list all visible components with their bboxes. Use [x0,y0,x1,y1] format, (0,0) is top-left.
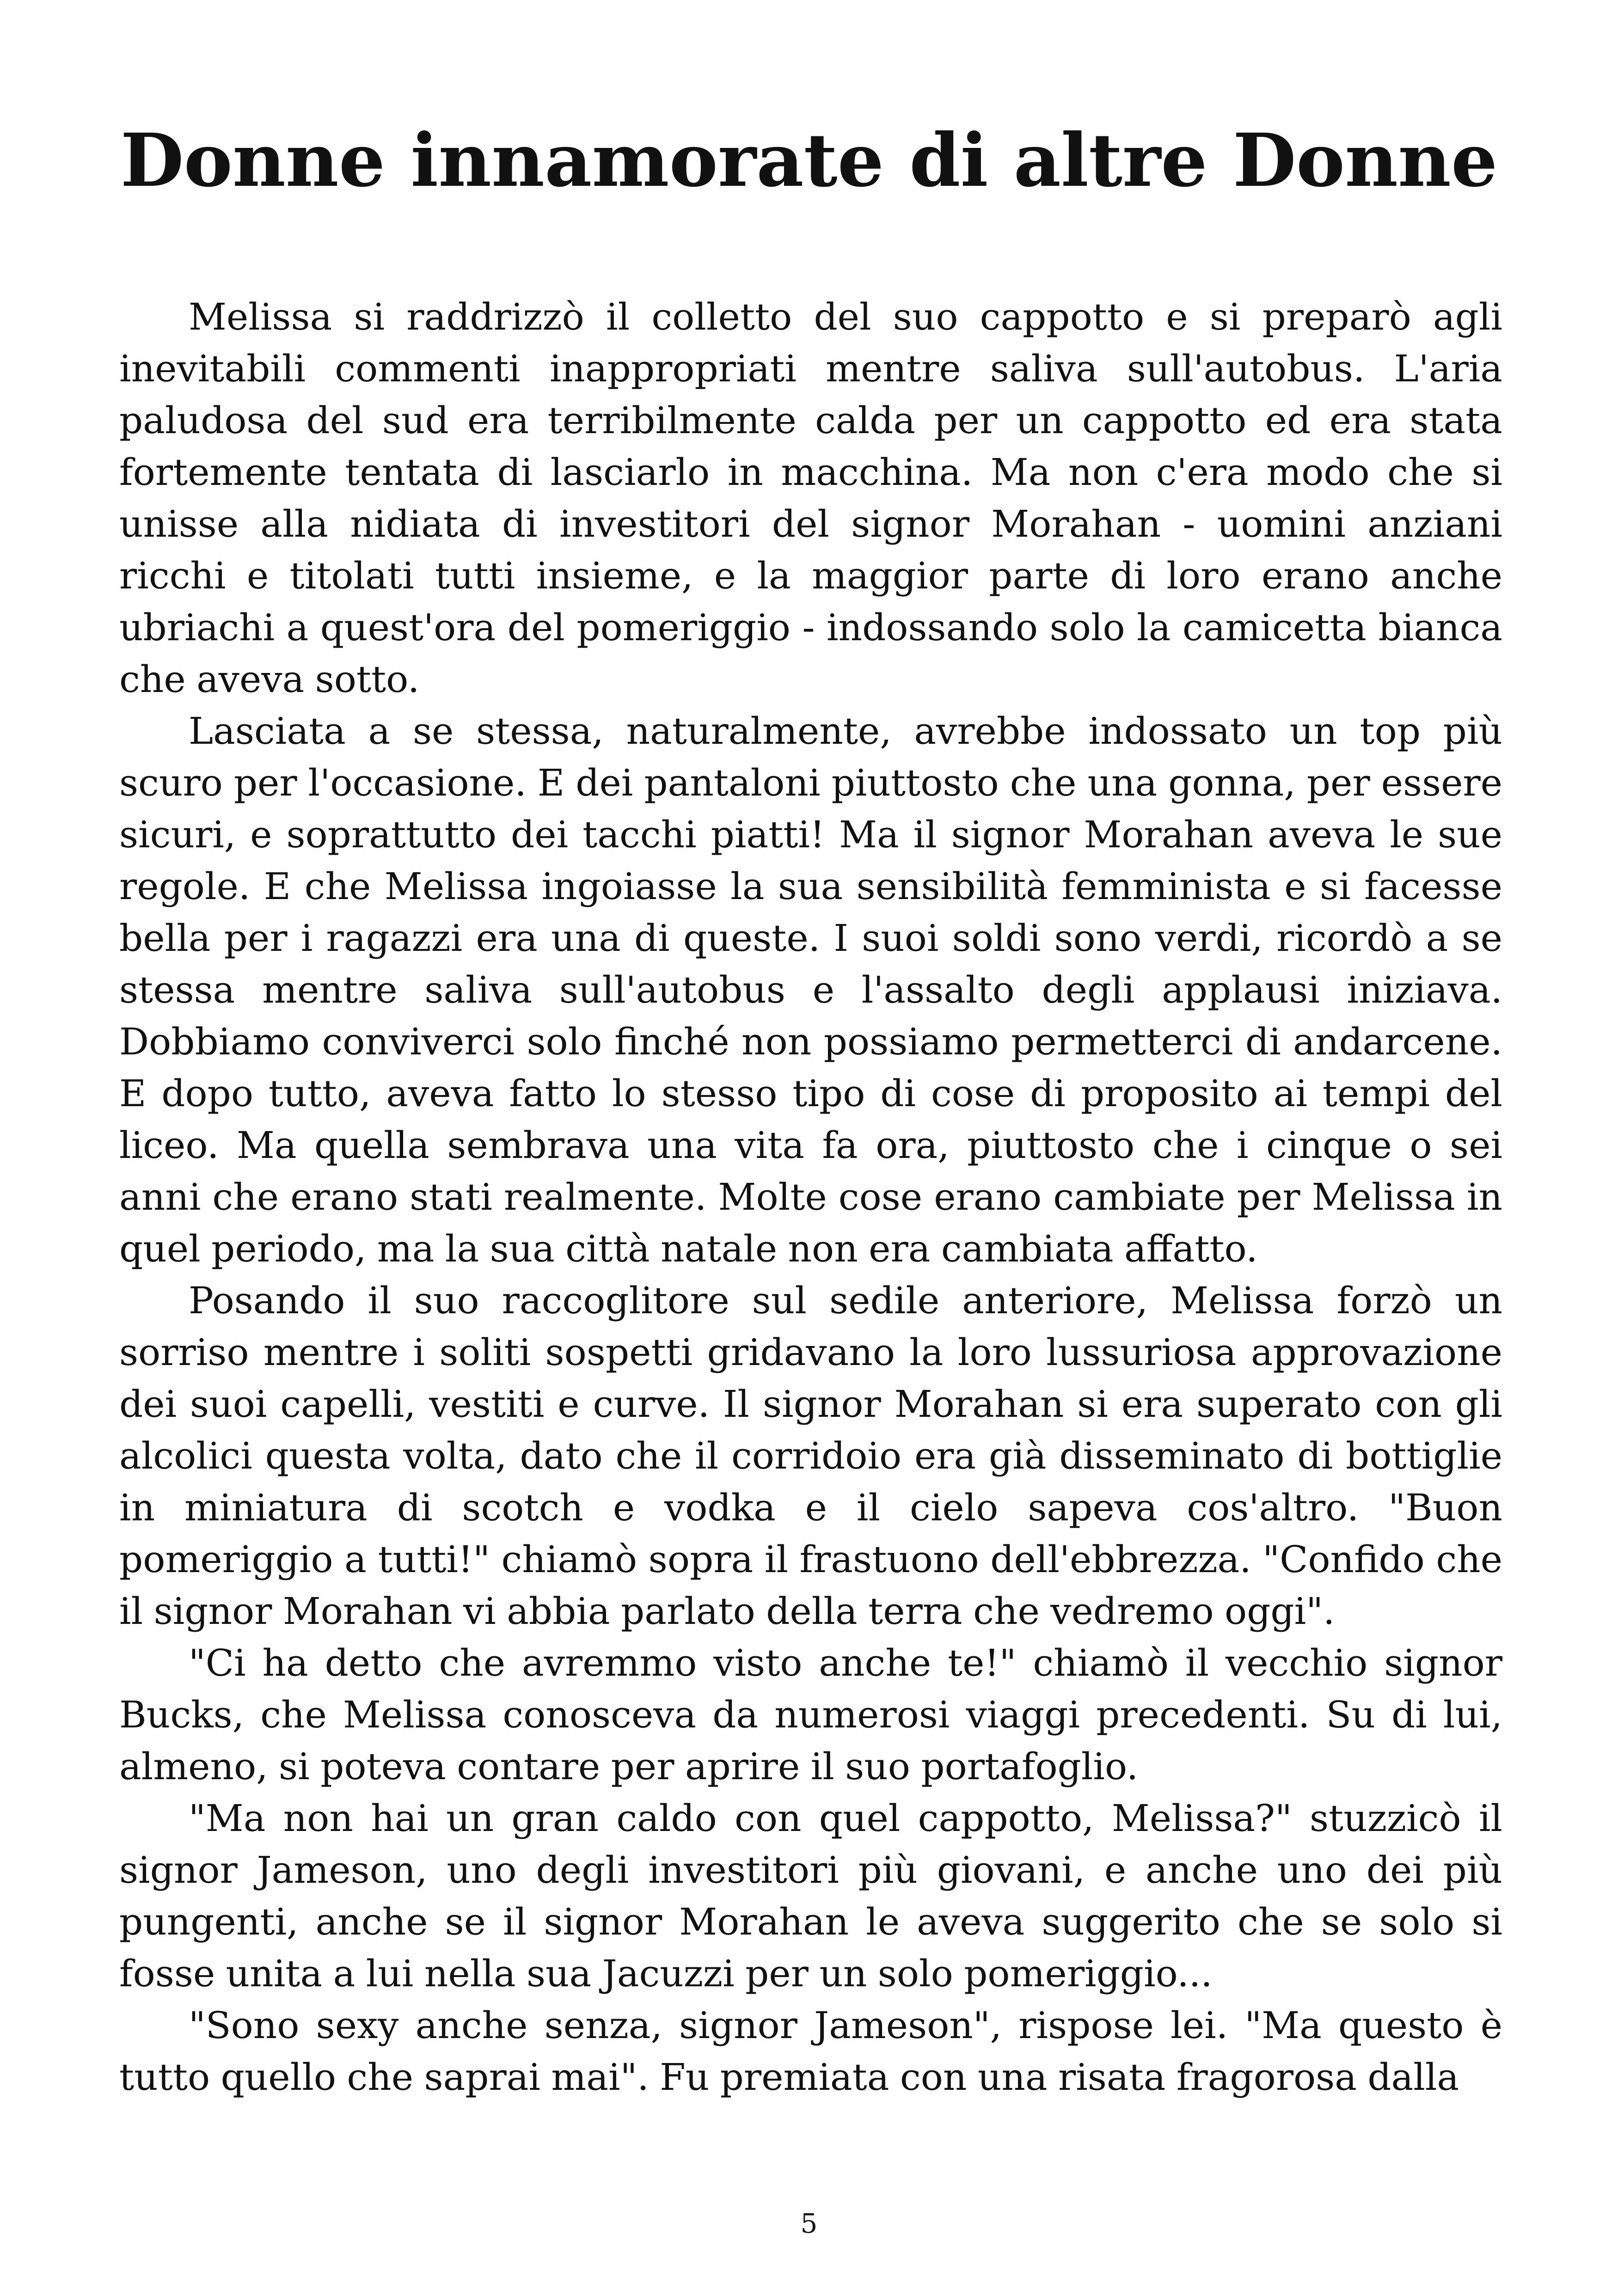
paragraph: Posando il suo raccoglitore sul sedile anteriore, Melissa forzò un sorriso mentre i soliti sospetti gridavano la loro lussuriosa approvazione dei suoi capelli, vestiti e curve. Il signor Morahan si era superato con gli alcolici questa volta, dato che il corridoio era già disseminato di bottiglie in miniatura di scotch e vodka e il cielo sapeva cos'altro. "Buon pomeriggio a tutti!" chiamò sopra il frastuono dell'ebbrezza. "Confido che il signor Morahan vi abbia parlato della terra che vedremo oggi". [119,1279,1502,1633]
paragraph: "Sono sexy anche senza, signor Jameson", rispose lei. "Ma questo è tutto quello che saprai mai". Fu premiata con una risata fragorosa dalla [119,2004,1502,2099]
chapter-title: Donne innamorate di altre Donne [120,118,1498,203]
paragraph: "Ci ha detto che avremmo visto anche te!" chiamò il vecchio signor Bucks, che Melissa conosceva da numerosi viaggi precedenti. Su di lui, almeno, si poteva contare per aprire il suo portafoglio. [119,1641,1502,1788]
paragraph: Melissa si raddrizzò il colletto del suo cappotto e si preparò agli inevitabili commenti inappropriati mentre saliva sull'autobus. L'aria paludosa del sud era terribilmente calda per un cappotto ed era stata fortemente tentata di lasciarlo in macchina. Ma non c'era modo che si unisse alla nidiata di investitori del signor Morahan - uomini anziani ricchi e titolati tutti insieme, e la maggior parte di loro erano anche ubriachi a quest'ora del pomeriggio - indossando solo la camicetta bianca che aveva sotto. [119,295,1502,701]
page-number: 5 [800,2208,818,2239]
paragraph: Lasciata a se stessa, naturalmente, avrebbe indossato un top più scuro per l'occasione. E dei pantaloni piuttosto che una gonna, per essere sicuri, e soprattutto dei tacchi piatti! Ma il signor Morahan aveva le sue regole. E che Melissa ingoiasse la sua sensibilità femminista e si facesse bella per i ragazzi era una di queste. I suoi soldi sono verdi, ricordò a se stessa mentre saliva sull'autobus e l'assalto degli applausi iniziava. Dobbiamo conviverci solo finché non possiamo permetterci di andarcene. E dopo tutto, aveva fatto lo stesso tipo di cose di proposito ai tempi del liceo. Ma quella sembrava una vita fa ora, piuttosto che i cinque o sei anni che erano stati realmente. Molte cose erano cambiate per Melissa in quel periodo, ma la sua città natale non era cambiata affatto. [119,710,1502,1270]
paragraph: "Ma non hai un gran caldo con quel cappotto, Melissa?" stuzzicò il signor Jameson, uno degli investitori più giovani, e anche uno dei più pungenti, anche se il signor Morahan le aveva suggerito che se solo si fosse unita a lui nella sua Jacuzzi per un solo pomeriggio... [119,1797,1502,1995]
body-text [119,291,1502,2103]
